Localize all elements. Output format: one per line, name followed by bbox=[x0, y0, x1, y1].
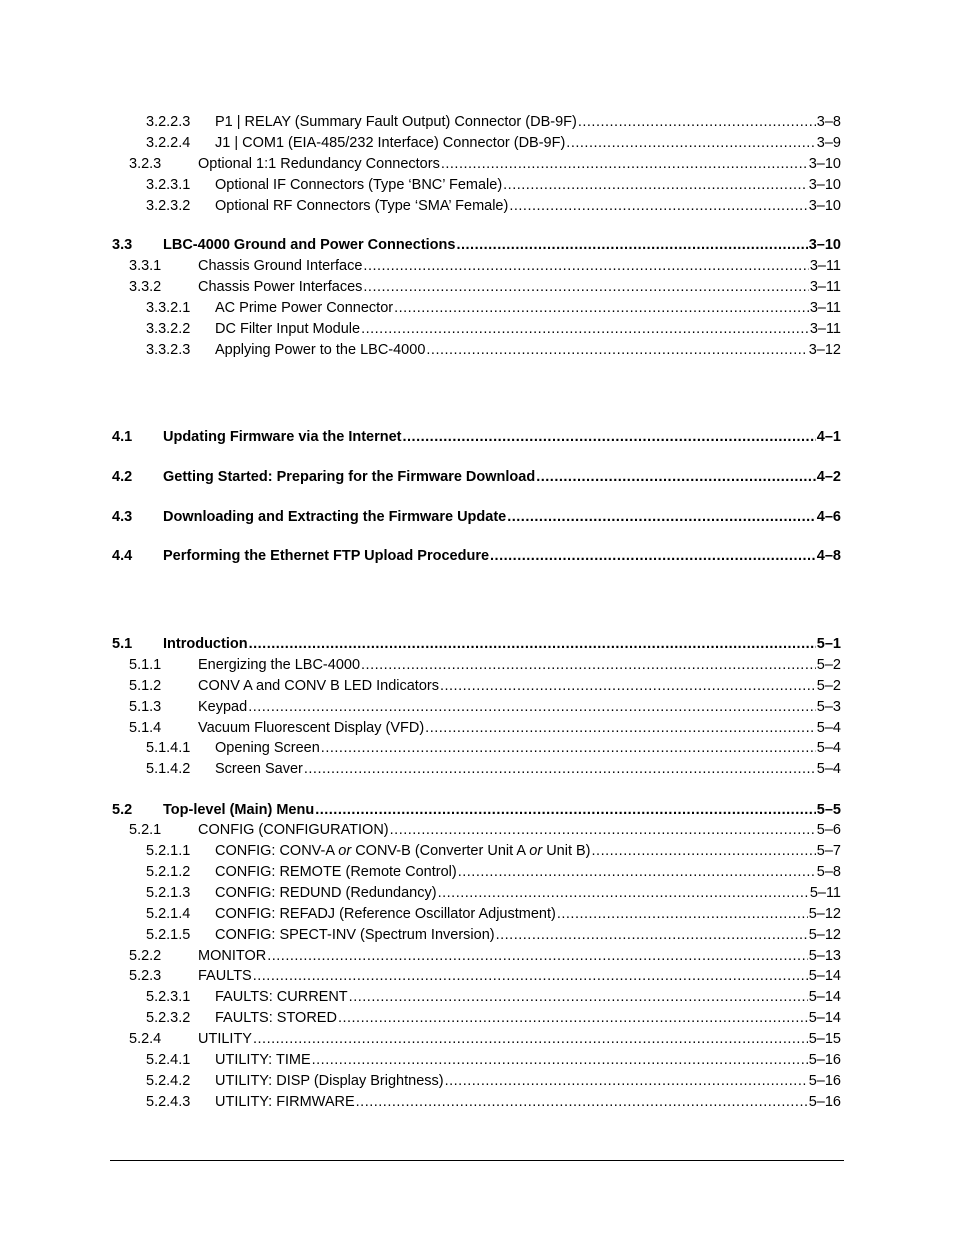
toc-dot-leader bbox=[509, 196, 807, 216]
toc-entry-title: Top-level (Main) Menu bbox=[163, 802, 315, 818]
toc-entry[interactable] bbox=[0, 862, 954, 882]
toc-entry-number: 5.2.4.3 bbox=[146, 1094, 191, 1110]
toc-entry-page: 5–2 bbox=[816, 657, 841, 673]
toc-entry-page: 3–11 bbox=[809, 258, 841, 274]
toc-entry-number: 5.2.1 bbox=[129, 822, 162, 838]
toc-entry-title: DC Filter Input Module bbox=[215, 321, 361, 337]
toc-entry[interactable] bbox=[0, 546, 954, 566]
toc-entry-title: Introduction bbox=[163, 636, 248, 652]
toc-entry-title: FAULTS: STORED bbox=[215, 1010, 337, 1026]
toc-entry-number: 5.1 bbox=[112, 636, 133, 652]
toc-entry-number: 5.2.3 bbox=[129, 968, 162, 984]
toc-entry-title: CONFIG (CONFIGURATION) bbox=[198, 822, 389, 838]
toc-entry-line bbox=[163, 235, 841, 255]
toc-entry-line bbox=[198, 277, 841, 297]
toc-entry-title: Energizing the LBC-4000 bbox=[198, 657, 361, 673]
toc-entry[interactable] bbox=[0, 883, 954, 903]
toc-entry-page: 3–8 bbox=[816, 114, 841, 130]
toc-entry-line bbox=[163, 427, 841, 447]
toc-entry-line bbox=[163, 800, 841, 820]
toc-entry-page: 5–14 bbox=[808, 1010, 841, 1026]
toc-entry-line bbox=[215, 1008, 841, 1028]
toc-entry-number: 3.3.2.2 bbox=[146, 321, 191, 337]
toc-dot-leader bbox=[321, 738, 816, 758]
toc-entry[interactable] bbox=[0, 256, 954, 276]
toc-dot-leader bbox=[267, 946, 808, 966]
toc-entry[interactable] bbox=[0, 319, 954, 339]
toc-entry-line bbox=[215, 1050, 841, 1070]
toc-entry-number: 5.1.4.2 bbox=[146, 761, 191, 777]
toc-entry-title: Performing the Ethernet FTP Upload Procedure bbox=[163, 548, 490, 564]
toc-entry-number: 3.2.3 bbox=[129, 156, 162, 172]
toc-dot-leader bbox=[394, 298, 809, 318]
toc-entry[interactable] bbox=[0, 277, 954, 297]
toc-entry-line bbox=[198, 697, 841, 717]
toc-dot-leader bbox=[496, 925, 808, 945]
toc-entry-line bbox=[163, 634, 841, 654]
toc-entry[interactable] bbox=[0, 987, 954, 1007]
toc-entry-line bbox=[198, 946, 841, 966]
toc-entry-title: P1 | RELAY (Summary Fault Output) Connector (DB-9F) bbox=[215, 114, 577, 130]
toc-entry-number: 4.2 bbox=[112, 469, 133, 485]
toc-entry[interactable] bbox=[0, 133, 954, 153]
toc-entry[interactable] bbox=[0, 946, 954, 966]
toc-entry-number: 5.2.3.1 bbox=[146, 989, 191, 1005]
toc-entry-line bbox=[215, 175, 841, 195]
toc-entry-page: 3–10 bbox=[808, 198, 841, 214]
toc-dot-leader bbox=[503, 175, 808, 195]
toc-entry-number: 5.2.3.2 bbox=[146, 1010, 191, 1026]
toc-entry-title: Getting Started: Preparing for the Firmware Download bbox=[163, 469, 536, 485]
toc-dot-leader bbox=[253, 1029, 808, 1049]
toc-dot-leader bbox=[566, 133, 816, 153]
toc-entry-title: CONFIG: CONV-A or CONV-B (Converter Unit A or Unit B) bbox=[215, 843, 591, 859]
toc-entry-title: LBC-4000 Ground and Power Connections bbox=[163, 237, 456, 253]
footer-rule bbox=[110, 1160, 844, 1161]
toc-entry[interactable] bbox=[0, 718, 954, 738]
toc-entry-line bbox=[163, 467, 841, 487]
toc-entry-number: 5.2.4.2 bbox=[146, 1073, 191, 1089]
toc-entry-page: 5–14 bbox=[808, 968, 841, 984]
toc-entry-line bbox=[163, 546, 841, 566]
toc-entry-title: Optional IF Connectors (Type ‘BNC’ Female) bbox=[215, 177, 503, 193]
toc-entry[interactable] bbox=[0, 340, 954, 360]
toc-entry-line bbox=[215, 1092, 841, 1112]
toc-entry-page: 3–10 bbox=[808, 237, 841, 253]
toc-entry[interactable] bbox=[0, 1092, 954, 1112]
toc-dot-leader bbox=[458, 862, 816, 882]
toc-entry-title: Vacuum Fluorescent Display (VFD) bbox=[198, 720, 425, 736]
toc-entry-line bbox=[198, 718, 841, 738]
toc-dot-leader bbox=[363, 256, 808, 276]
toc-entry-page: 5–5 bbox=[816, 802, 841, 818]
toc-entry-page: 5–8 bbox=[816, 864, 841, 880]
toc-dot-leader bbox=[438, 883, 809, 903]
toc-entry-title: Opening Screen bbox=[215, 740, 320, 756]
toc-entry-line bbox=[198, 256, 841, 276]
toc-entry-number: 5.2.1.3 bbox=[146, 885, 191, 901]
toc-entry[interactable] bbox=[0, 427, 954, 447]
toc-entry-line bbox=[198, 676, 841, 696]
toc-entry-title: Downloading and Extracting the Firmware Update bbox=[163, 509, 507, 525]
toc-entry-title: CONFIG: SPECT-INV (Spectrum Inversion) bbox=[215, 927, 495, 943]
toc-entry[interactable] bbox=[0, 467, 954, 487]
toc-dot-leader bbox=[578, 112, 816, 132]
toc-entry-line bbox=[215, 319, 841, 339]
toc-entry[interactable] bbox=[0, 697, 954, 717]
toc-entry-page: 5–15 bbox=[808, 1031, 841, 1047]
toc-entry-page: 5–14 bbox=[808, 989, 841, 1005]
toc-entry-title: Optional 1:1 Redundancy Connectors bbox=[198, 156, 440, 172]
toc-dot-leader bbox=[312, 1050, 808, 1070]
toc-dot-leader bbox=[426, 340, 807, 360]
toc-entry-number: 5.1.1 bbox=[129, 657, 162, 673]
toc-entry[interactable] bbox=[0, 196, 954, 216]
toc-entry-page: 5–4 bbox=[816, 720, 841, 736]
toc-entry-title: CONFIG: REMOTE (Remote Control) bbox=[215, 864, 457, 880]
toc-entry[interactable] bbox=[0, 655, 954, 675]
toc-entry-line bbox=[215, 904, 841, 924]
toc-entry-line bbox=[198, 655, 841, 675]
toc-dot-leader bbox=[441, 154, 808, 174]
toc-entry[interactable] bbox=[0, 904, 954, 924]
toc-entry[interactable] bbox=[0, 1071, 954, 1091]
toc-entry-line bbox=[198, 1029, 841, 1049]
toc-entry-line bbox=[215, 133, 841, 153]
toc-entry-number: 5.2.4 bbox=[129, 1031, 162, 1047]
toc-entry[interactable] bbox=[0, 175, 954, 195]
toc-entry-line bbox=[215, 841, 841, 861]
toc-entry-title: Chassis Ground Interface bbox=[198, 258, 363, 274]
toc-entry-page: 3–11 bbox=[809, 279, 841, 295]
toc-entry[interactable] bbox=[0, 966, 954, 986]
toc-entry[interactable] bbox=[0, 235, 954, 255]
toc-entry-page: 5–16 bbox=[808, 1052, 841, 1068]
toc-dot-leader bbox=[557, 904, 808, 924]
toc-dot-leader bbox=[315, 800, 816, 820]
toc-entry-number: 3.2.3.2 bbox=[146, 198, 191, 214]
toc-entry-title: UTILITY: TIME bbox=[215, 1052, 311, 1068]
toc-entry[interactable] bbox=[0, 800, 954, 820]
toc-entry-title: Updating Firmware via the Internet bbox=[163, 429, 402, 445]
toc-entry-number: 5.2.1.2 bbox=[146, 864, 191, 880]
toc-dot-leader bbox=[390, 820, 816, 840]
toc-entry-number: 3.3.2.1 bbox=[146, 300, 191, 316]
toc-entry-page: 4–8 bbox=[816, 548, 841, 564]
toc-entry-page: 3–10 bbox=[808, 177, 841, 193]
toc-entry-line bbox=[215, 862, 841, 882]
toc-entry-page: 5–12 bbox=[808, 927, 841, 943]
toc-entry-line bbox=[215, 987, 841, 1007]
toc-entry-page: 5–11 bbox=[809, 885, 841, 901]
toc-entry-number: 5.1.4 bbox=[129, 720, 162, 736]
toc-entry-title: Chassis Power Interfaces bbox=[198, 279, 363, 295]
toc-entry[interactable] bbox=[0, 634, 954, 654]
toc-entry-line bbox=[163, 507, 841, 527]
toc-entry-title: Optional RF Connectors (Type ‘SMA’ Female) bbox=[215, 198, 509, 214]
toc-entry-page: 5–1 bbox=[816, 636, 841, 652]
toc-entry[interactable] bbox=[0, 507, 954, 527]
toc-entry-line bbox=[215, 925, 841, 945]
toc-entry-title: CONFIG: REDUND (Redundancy) bbox=[215, 885, 437, 901]
toc-dot-leader bbox=[248, 697, 816, 717]
toc-entry-number: 4.1 bbox=[112, 429, 133, 445]
toc-entry-line bbox=[215, 883, 841, 903]
toc-entry-number: 5.2 bbox=[112, 802, 133, 818]
toc-entry-number: 5.2.4.1 bbox=[146, 1052, 191, 1068]
toc-entry-line bbox=[215, 340, 841, 360]
toc-entry-line bbox=[198, 154, 841, 174]
toc-entry-title: J1 | COM1 (EIA-485/232 Interface) Connector (DB-9F) bbox=[215, 135, 566, 151]
toc-entry-page: 5–7 bbox=[816, 843, 841, 859]
toc-entry-number: 3.2.3.1 bbox=[146, 177, 191, 193]
toc-entry-page: 3–11 bbox=[809, 321, 841, 337]
toc-entry[interactable] bbox=[0, 738, 954, 758]
toc-entry-line bbox=[215, 738, 841, 758]
toc-entry[interactable] bbox=[0, 841, 954, 861]
toc-entry-title: MONITOR bbox=[198, 948, 267, 964]
toc-entry-number: 5.2.1.1 bbox=[146, 843, 191, 859]
toc-entry-title: CONFIG: REFADJ (Reference Oscillator Adjustment) bbox=[215, 906, 556, 922]
toc-entry-number: 5.1.2 bbox=[129, 678, 162, 694]
toc-entry-page: 5–6 bbox=[816, 822, 841, 838]
toc-entry-page: 5–3 bbox=[816, 699, 841, 715]
toc-entry-page: 3–12 bbox=[808, 342, 841, 358]
toc-dot-leader bbox=[349, 987, 808, 1007]
toc-dot-leader bbox=[356, 1092, 808, 1112]
toc-entry-page: 5–2 bbox=[816, 678, 841, 694]
toc-entry-number: 3.3 bbox=[112, 237, 133, 253]
toc-entry-line bbox=[215, 1071, 841, 1091]
toc-dot-leader bbox=[403, 427, 816, 447]
toc-entry-number: 3.2.2.4 bbox=[146, 135, 191, 151]
toc-entry-number: 5.2.1.4 bbox=[146, 906, 191, 922]
toc-entry-title: CONV A and CONV B LED Indicators bbox=[198, 678, 439, 694]
toc-entry-title: AC Prime Power Connector bbox=[215, 300, 394, 316]
toc-entry-title: UTILITY: FIRMWARE bbox=[215, 1094, 355, 1110]
toc-entry[interactable] bbox=[0, 925, 954, 945]
toc-entry-page: 5–16 bbox=[808, 1073, 841, 1089]
toc-entry[interactable] bbox=[0, 154, 954, 174]
toc-entry-page: 5–13 bbox=[808, 948, 841, 964]
toc-entry-title: FAULTS: CURRENT bbox=[215, 989, 348, 1005]
toc-entry-title: Keypad bbox=[198, 699, 248, 715]
toc-entry-page: 4–2 bbox=[816, 469, 841, 485]
toc-entry-line bbox=[215, 298, 841, 318]
toc-entry-page: 5–16 bbox=[808, 1094, 841, 1110]
toc-entry-page: 3–11 bbox=[809, 300, 841, 316]
toc-entry-page: 3–10 bbox=[808, 156, 841, 172]
toc-dot-leader bbox=[536, 467, 816, 487]
toc-entry-page: 5–12 bbox=[808, 906, 841, 922]
toc-entry-title: UTILITY: DISP (Display Brightness) bbox=[215, 1073, 444, 1089]
toc-dot-leader bbox=[253, 966, 808, 986]
toc-entry-page: 3–9 bbox=[816, 135, 841, 151]
toc-entry-number: 5.2.2 bbox=[129, 948, 162, 964]
toc-entry[interactable] bbox=[0, 112, 954, 132]
toc-entry-title: UTILITY bbox=[198, 1031, 252, 1047]
toc-entry-number: 3.3.1 bbox=[129, 258, 162, 274]
toc-dot-leader bbox=[361, 655, 816, 675]
toc-dot-leader bbox=[338, 1008, 808, 1028]
toc-dot-leader bbox=[440, 676, 816, 696]
toc-entry-number: 3.3.2.3 bbox=[146, 342, 191, 358]
toc-entry[interactable] bbox=[0, 1050, 954, 1070]
toc-dot-leader bbox=[361, 319, 809, 339]
toc-entry-line bbox=[215, 759, 841, 779]
toc-dot-leader bbox=[507, 507, 816, 527]
toc-dot-leader bbox=[592, 841, 816, 861]
toc-entry[interactable] bbox=[0, 820, 954, 840]
toc-entry-title: Applying Power to the LBC-4000 bbox=[215, 342, 426, 358]
toc-dot-leader bbox=[425, 718, 816, 738]
toc-entry-number: 5.1.3 bbox=[129, 699, 162, 715]
toc-entry-page: 5–4 bbox=[816, 761, 841, 777]
toc-entry-title: Screen Saver bbox=[215, 761, 303, 777]
toc-entry-page: 5–4 bbox=[816, 740, 841, 756]
toc-entry[interactable] bbox=[0, 676, 954, 696]
toc-dot-leader bbox=[445, 1071, 808, 1091]
toc-entry-page: 4–1 bbox=[816, 429, 841, 445]
toc-entry[interactable] bbox=[0, 298, 954, 318]
toc-entry[interactable] bbox=[0, 1029, 954, 1049]
toc-entry-number: 3.2.2.3 bbox=[146, 114, 191, 130]
toc-dot-leader bbox=[304, 759, 816, 779]
toc-entry-number: 3.3.2 bbox=[129, 279, 162, 295]
toc-entry-title: FAULTS bbox=[198, 968, 252, 984]
toc-entry-number: 5.1.4.1 bbox=[146, 740, 191, 756]
toc-entry-number: 4.4 bbox=[112, 548, 133, 564]
toc-dot-leader bbox=[490, 546, 816, 566]
toc-dot-leader bbox=[363, 277, 808, 297]
toc-entry-line bbox=[215, 112, 841, 132]
toc-entry-page: 4–6 bbox=[816, 509, 841, 525]
toc-dot-leader bbox=[456, 235, 807, 255]
toc-entry-number: 4.3 bbox=[112, 509, 133, 525]
toc-entry[interactable] bbox=[0, 1008, 954, 1028]
toc-dot-leader bbox=[249, 634, 816, 654]
toc-entry-line bbox=[215, 196, 841, 216]
toc-entry-line bbox=[198, 820, 841, 840]
toc-entry[interactable] bbox=[0, 759, 954, 779]
toc-entry-number: 5.2.1.5 bbox=[146, 927, 191, 943]
toc-entry-line bbox=[198, 966, 841, 986]
